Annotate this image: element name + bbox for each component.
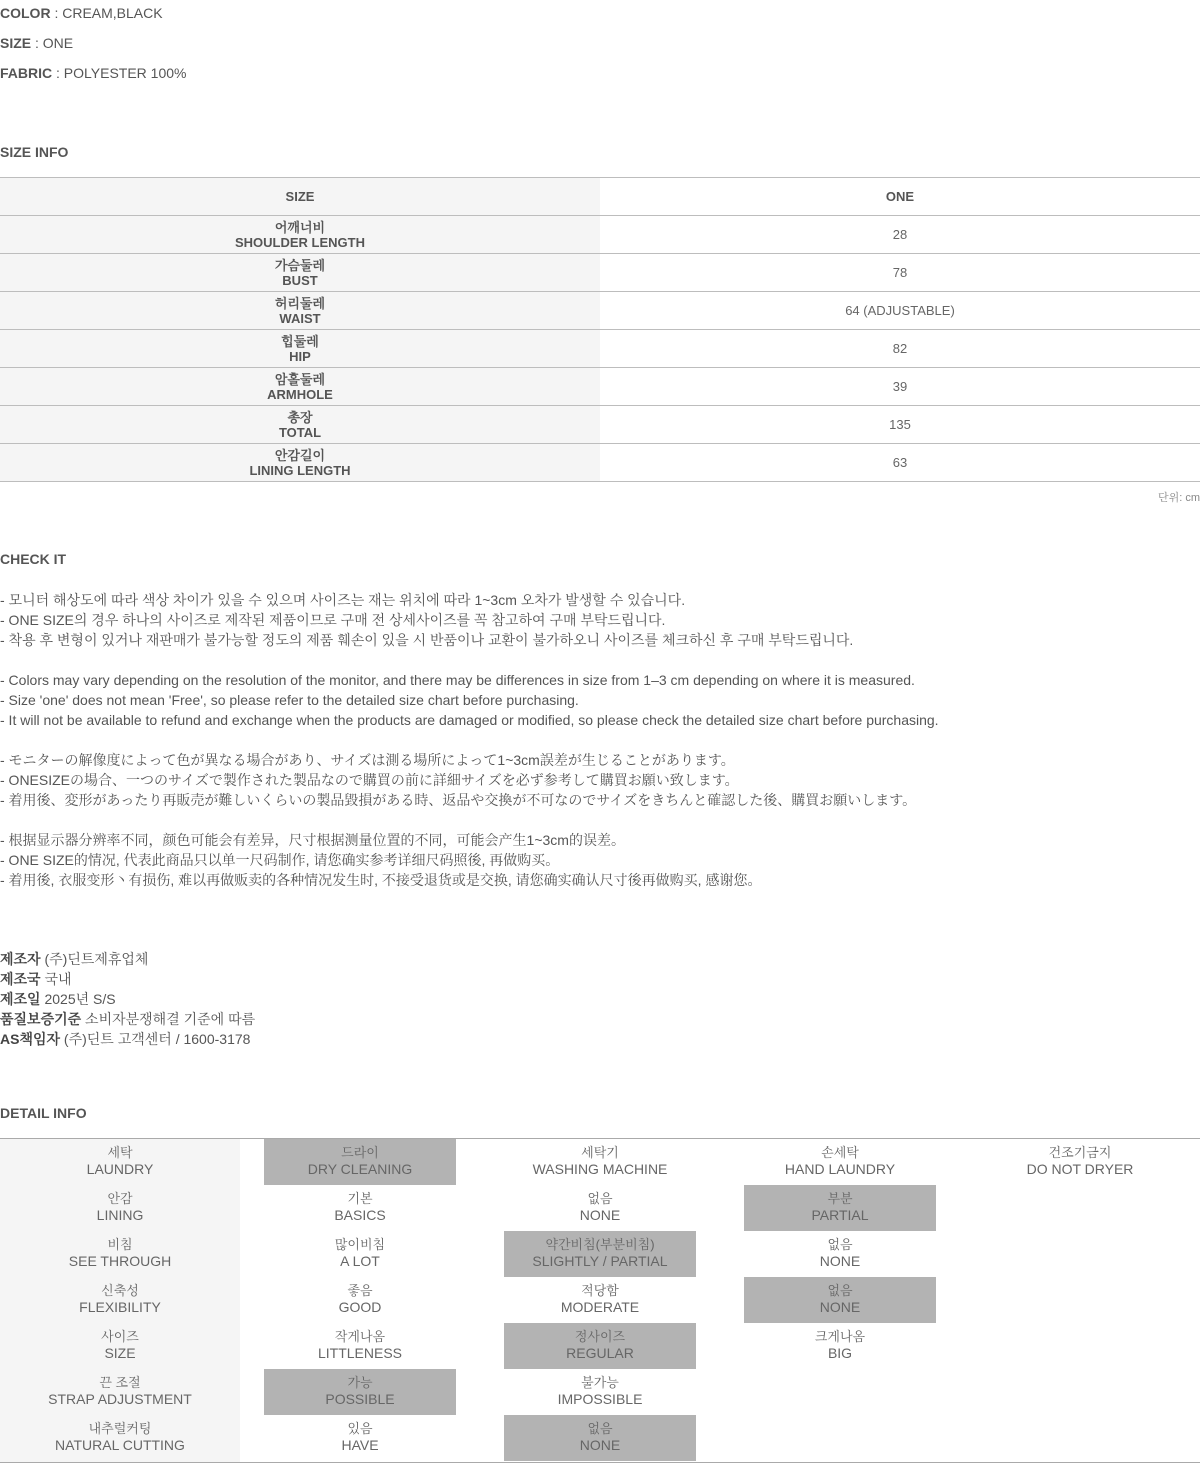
size-header-key: SIZE xyxy=(0,178,600,216)
detail-option xyxy=(744,1139,936,1185)
detail-en: NONE xyxy=(579,1207,621,1223)
size-row xyxy=(0,292,1200,330)
maker-label: 품질보증기준 xyxy=(0,1011,82,1027)
size-row-value: 82 xyxy=(600,330,1200,368)
note-line: - It will not be available to refund and exchange when the products are damaged or modified, so please check the detailed size chart before purchasing. xyxy=(0,712,939,728)
detail-en: DO NOT DRYER xyxy=(1026,1161,1134,1177)
size-label-kr: 어깨너비 xyxy=(274,219,326,235)
size-header-value: ONE xyxy=(600,178,1200,216)
spec-label: FABRIC xyxy=(0,65,53,81)
detail-en: NONE xyxy=(819,1253,861,1269)
note-line: - 着用後, 衣服变形丶有损伤, 难以再做贩卖的各种情况发生时, 不接受退货或是交换, 请您确实确认尺寸後再做购买, 感谢您。 xyxy=(0,872,762,888)
detail-kr: 작게나옴 xyxy=(334,1329,386,1344)
detail-option xyxy=(264,1415,456,1461)
size-label-en: HIP xyxy=(289,348,311,364)
detail-en: BIG xyxy=(827,1345,853,1361)
note-line: - モニターの解像度によって色が異なる場合があり、サイズは測る場所によって1~3cm誤差が生じることがあります。 xyxy=(0,752,735,768)
maker-info xyxy=(0,949,255,1049)
detail-kr: 부분 xyxy=(827,1191,853,1206)
detail-row-label xyxy=(24,1231,216,1277)
detail-kr: 없음 xyxy=(587,1191,613,1206)
detail-option-selected xyxy=(264,1369,456,1415)
detail-option xyxy=(984,1139,1176,1185)
spec-label: SIZE xyxy=(0,35,32,51)
detail-en: SIZE xyxy=(104,1345,136,1361)
detail-option xyxy=(264,1277,456,1323)
detail-row-label xyxy=(24,1415,216,1461)
maker-value: 국내 xyxy=(40,971,72,987)
detail-en: HAVE xyxy=(341,1437,379,1453)
detail-en: PARTIAL xyxy=(811,1207,869,1223)
size-label-kr: 가슴둘레 xyxy=(274,257,326,273)
detail-row-label xyxy=(24,1323,216,1369)
detail-en: REGULAR xyxy=(566,1345,634,1361)
note-line: - 根据显示器分辨率不同，颜色可能会有差异，尺寸根据测量位置的不同，可能会产生1~3cm的误差。 xyxy=(0,832,625,848)
detail-row-label xyxy=(24,1369,216,1415)
detail-option xyxy=(744,1323,936,1369)
size-row-value: 135 xyxy=(600,406,1200,444)
detail-kr: 약간비침(부분비침) xyxy=(545,1237,655,1252)
size-row xyxy=(0,368,1200,406)
detail-kr: 정사이즈 xyxy=(574,1329,626,1344)
unit-label: 단위: cm xyxy=(1157,492,1200,504)
detail-en: POSSIBLE xyxy=(325,1391,395,1407)
detail-option xyxy=(744,1231,936,1277)
detail-kr: 손세탁 xyxy=(821,1145,859,1160)
size-row-label xyxy=(0,406,600,444)
detail-option-selected xyxy=(744,1277,936,1323)
check-it-title: CHECK IT xyxy=(0,551,67,567)
detail-row-label xyxy=(24,1185,216,1231)
note-line: - ONE SIZE的情况, 代表此商品只以单一尺码制作, 请您确实参考详细尺码照後, 再做购买。 xyxy=(0,852,560,868)
detail-kr: 드라이 xyxy=(341,1145,379,1160)
size-row-label xyxy=(0,292,600,330)
detail-en: SLIGHTLY / PARTIAL xyxy=(532,1253,668,1269)
maker-value: 소비자분쟁해결 기준에 따름 xyxy=(81,1011,256,1027)
detail-row-label xyxy=(24,1277,216,1323)
detail-option-selected xyxy=(264,1139,456,1185)
detail-kr: 가능 xyxy=(347,1375,373,1390)
size-label-kr: 총장 xyxy=(287,409,313,425)
spec-value: : ONE xyxy=(31,35,74,51)
detail-en: NONE xyxy=(579,1437,621,1453)
detail-option-selected xyxy=(744,1185,936,1231)
maker-value: 2025년 S/S xyxy=(40,991,116,1007)
detail-kr: 없음 xyxy=(827,1237,853,1252)
maker-row xyxy=(0,969,255,989)
size-row-value: 39 xyxy=(600,368,1200,406)
maker-row xyxy=(0,989,255,1009)
maker-row xyxy=(0,1009,255,1029)
note-line: - 착용 후 변형이 있거나 재판매가 불가능할 정도의 제품 훼손이 있을 시 반품이나 교환이 불가하오니 사이즈를 체크하신 후 구매 부탁드립니다. xyxy=(0,632,854,648)
detail-kr: 없음 xyxy=(827,1283,853,1298)
size-row xyxy=(0,254,1200,292)
detail-en: FLEXIBILITY xyxy=(79,1299,161,1315)
detail-kr: 끈 조절 xyxy=(99,1375,141,1390)
detail-info-title: DETAIL INFO xyxy=(0,1105,87,1121)
maker-label: 제조일 xyxy=(0,991,41,1007)
size-row xyxy=(0,216,1200,254)
maker-label: 제조국 xyxy=(0,971,41,987)
detail-kr: 불가능 xyxy=(581,1375,619,1390)
note-line: - Size 'one' does not mean 'Free', so please refer to the detailed size chart before purchasing. xyxy=(0,692,579,708)
detail-en: STRAP ADJUSTMENT xyxy=(48,1391,192,1407)
detail-kr: 비침 xyxy=(107,1237,133,1252)
detail-option xyxy=(264,1231,456,1277)
size-label-en: SHOULDER LENGTH xyxy=(235,234,365,250)
detail-kr: 많이비침 xyxy=(334,1237,386,1252)
detail-en: NONE xyxy=(819,1299,861,1315)
size-label-en: LINING LENGTH xyxy=(249,462,351,478)
detail-en: DRY CLEANING xyxy=(307,1161,413,1177)
detail-en: BASICS xyxy=(334,1207,386,1223)
note-line: - Colors may vary depending on the resolution of the monitor, and there may be differences in size from 1–3 cm depending on where it is measured. xyxy=(0,672,915,688)
size-row-label xyxy=(0,444,600,482)
note-line: - ONE SIZE의 경우 하나의 사이즈로 제작된 제품이므로 구매 전 상세사이즈를 꼭 참고하여 구매 부탁드립니다. xyxy=(0,612,666,628)
detail-en: WASHING MACHINE xyxy=(532,1161,668,1177)
size-row xyxy=(0,444,1200,482)
detail-kr: 신축성 xyxy=(101,1283,139,1298)
detail-en: LAUNDRY xyxy=(86,1161,154,1177)
detail-en: A LOT xyxy=(340,1253,380,1269)
size-row-label xyxy=(0,330,600,368)
detail-en: LINING xyxy=(96,1207,144,1223)
detail-option xyxy=(504,1369,696,1415)
size-row-label xyxy=(0,368,600,406)
note-line: - 着用後、変形があったり再販売が難しいくらいの製品毀損がある時、返品や交換が不可なのでサイズをきちんと確認した後、購買お願いします。 xyxy=(0,792,917,808)
size-row-value: 63 xyxy=(600,444,1200,482)
size-table xyxy=(0,177,1200,482)
size-label-kr: 허리둘레 xyxy=(274,295,326,311)
size-label-en: BUST xyxy=(282,272,318,288)
detail-en: IMPOSSIBLE xyxy=(557,1391,643,1407)
detail-option-selected xyxy=(504,1323,696,1369)
size-label-en: TOTAL xyxy=(278,424,322,440)
size-row-label xyxy=(0,254,600,292)
detail-row-label xyxy=(24,1139,216,1185)
detail-en: HAND LAUNDRY xyxy=(784,1161,896,1177)
maker-row xyxy=(0,949,255,969)
maker-value: (주)딘트 고객센터 / 1600-3178 xyxy=(60,1031,251,1047)
size-info-title: SIZE INFO xyxy=(0,144,69,160)
detail-kr: 사이즈 xyxy=(101,1329,139,1344)
detail-en: NATURAL CUTTING xyxy=(55,1437,185,1453)
size-label-en: ARMHOLE xyxy=(267,386,333,402)
detail-option xyxy=(264,1185,456,1231)
note-group xyxy=(0,670,939,730)
detail-kr: 세탁기 xyxy=(581,1145,619,1160)
size-label-kr: 힙둘레 xyxy=(281,333,319,349)
detail-kr: 기본 xyxy=(347,1191,373,1206)
detail-en: GOOD xyxy=(338,1299,382,1315)
size-row-label xyxy=(0,216,600,254)
size-label-kr: 안감길이 xyxy=(274,447,326,463)
maker-row xyxy=(0,1029,255,1049)
spec-label: COLOR xyxy=(0,5,51,21)
detail-option xyxy=(504,1185,696,1231)
size-row xyxy=(0,330,1200,368)
size-label-kr: 암홀둘레 xyxy=(274,371,326,387)
detail-kr: 있음 xyxy=(347,1421,373,1436)
detail-option xyxy=(504,1277,696,1323)
detail-kr: 크게나옴 xyxy=(814,1329,866,1344)
detail-kr: 건조기금지 xyxy=(1048,1145,1112,1160)
detail-option xyxy=(264,1323,456,1369)
note-line: - ONESIZEの場合、一つのサイズで製作された製品なので購買の前に詳細サイズを必ず参考して購買お願い致します。 xyxy=(0,772,739,788)
detail-option xyxy=(504,1139,696,1185)
note-group xyxy=(0,830,939,890)
maker-label: AS책임자 xyxy=(0,1031,61,1047)
size-table-header xyxy=(0,178,1200,216)
maker-value: (주)딘트제휴업체 xyxy=(40,951,149,967)
size-row xyxy=(0,406,1200,444)
detail-en: LITTLENESS xyxy=(317,1345,403,1361)
detail-grid xyxy=(0,1138,1200,1463)
detail-kr: 내추럴커팅 xyxy=(88,1421,152,1436)
note-group xyxy=(0,750,939,810)
detail-en: MODERATE xyxy=(560,1299,640,1315)
spec-value: : POLYESTER 100% xyxy=(52,65,187,81)
spec-value: : CREAM,BLACK xyxy=(50,5,163,21)
detail-kr: 안감 xyxy=(107,1191,133,1206)
detail-option-selected xyxy=(504,1231,696,1277)
size-label-en: WAIST xyxy=(279,310,321,326)
spec-size xyxy=(0,34,73,52)
detail-en: SEE THROUGH xyxy=(68,1253,172,1269)
detail-option-selected xyxy=(504,1415,696,1461)
detail-kr: 적당함 xyxy=(581,1283,619,1298)
spec-fabric xyxy=(0,64,186,82)
size-row-value: 28 xyxy=(600,216,1200,254)
detail-kr: 세탁 xyxy=(107,1145,133,1160)
size-row-value: 78 xyxy=(600,254,1200,292)
check-it-notes xyxy=(0,590,939,910)
detail-kr: 없음 xyxy=(587,1421,613,1436)
note-group xyxy=(0,590,939,650)
maker-label: 제조자 xyxy=(0,951,41,967)
note-line: - 모니터 해상도에 따라 색상 차이가 있을 수 있으며 사이즈는 재는 위치에 따라 1~3cm 오차가 발생할 수 있습니다. xyxy=(0,592,686,608)
spec-color xyxy=(0,4,163,22)
detail-kr: 좋음 xyxy=(347,1283,373,1298)
size-row-value: 64 (ADJUSTABLE) xyxy=(600,292,1200,330)
